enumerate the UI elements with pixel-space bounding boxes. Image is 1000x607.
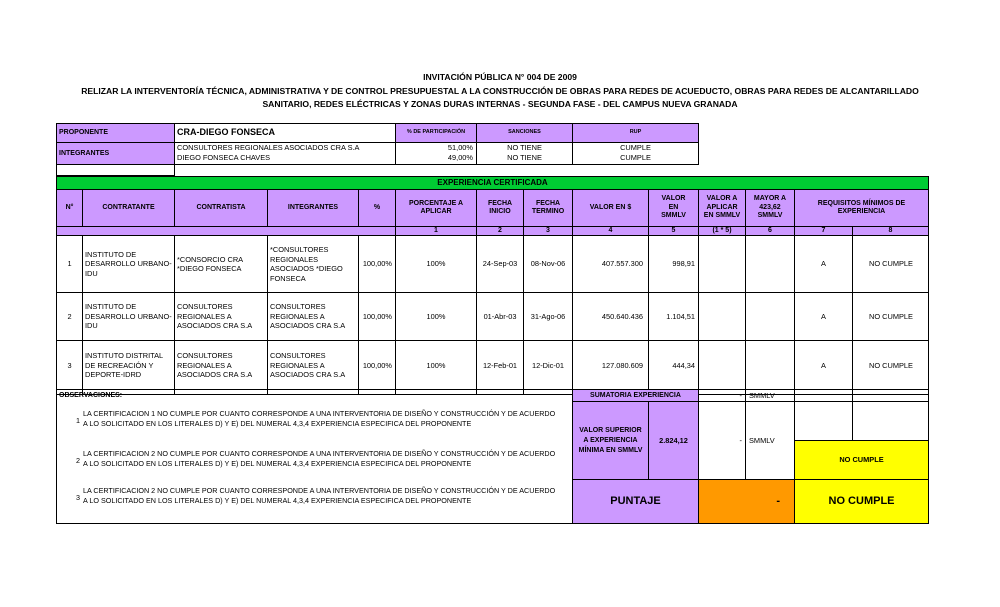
observation-number: 2 xyxy=(76,456,80,465)
row-pct: 100,00% xyxy=(362,259,392,269)
col-header-porcentaje: PORCENTAJE A APLICAR xyxy=(395,189,477,227)
observation-text: LA CERTIFICACION 1 NO CUMPLE POR CUANTO CORRESPONDE A UNA INTERVENTORIA DE DISEÑO Y CONSTRUCCIÓN Y DE ACUERDO A LO SOLICITADO EN LOS LITERALES D) Y E) DEL NUMERAL 4,3,4 EXPERIENCIA ESPECIFICA DEL PROPONENTE xyxy=(83,409,556,428)
row-number: 3 xyxy=(67,360,72,370)
observation-text: LA CERTIFICACION 2 NO CUMPLE POR CUANTO CORRESPONDE A UNA INTERVENTORIA DE DISEÑO Y CONSTRUCCIÓN Y DE ACUERDO A LO SOLICITADO EN LOS LITERALES D) Y E) DEL NUMERAL 4,3,4 EXPERIENCIA ESPECIFICA DEL PROPONENTE xyxy=(83,449,556,468)
col-number: (1 * 5) xyxy=(712,226,732,234)
row-smmlv: 998,91 xyxy=(672,259,695,269)
col-number: 1 xyxy=(434,226,438,234)
row-inicio: 24-Sep-03 xyxy=(482,259,518,269)
row-number: 1 xyxy=(67,259,72,269)
row-contratante: INSTITUTO DE DESARROLLO URBANO-IDU xyxy=(85,249,172,278)
member-rup: CUMPLE xyxy=(620,143,651,153)
row-req8: NO CUMPLE xyxy=(869,259,913,269)
superior-value: 2.824,12 xyxy=(648,401,699,480)
row-pct: 100,00% xyxy=(362,360,392,370)
proponente-label: PROPONENTE xyxy=(56,123,175,143)
final-result: NO CUMPLE xyxy=(794,479,929,524)
proponente-name[interactable]: CRA-DIEGO FONSECA xyxy=(174,123,396,143)
superior-dash: - xyxy=(739,435,742,445)
row-contratante: INSTITUTO DE DESARROLLO URBANO-IDU xyxy=(85,302,172,331)
col-number: 7 xyxy=(821,226,826,234)
member-rup: CUMPLE xyxy=(620,153,651,163)
col-header-n: N° xyxy=(56,189,83,227)
col-header-termino: FECHA TERMINO xyxy=(523,189,573,227)
row-valor: 450.640.436 xyxy=(601,311,643,321)
row-integrantes: *CONSULTORES REGIONALES ASOCIADOS *DIEGO FONSECA xyxy=(270,245,343,283)
row-contratante: INSTITUTO DISTRITAL DE RECREACIÓN Y DEPORTE-IDRD xyxy=(85,351,163,380)
member-sanciones: NO TIENE xyxy=(507,143,542,153)
col-header-integrantes: INTEGRANTES xyxy=(267,189,359,227)
row-integrantes: CONSULTORES REGIONALES A ASOCIADOS CRA S.A xyxy=(270,302,346,331)
col-header-requisitos: REQUISITOS MÍNIMOS DE EXPERIENCIA xyxy=(794,189,929,227)
observation-number: 3 xyxy=(76,493,80,502)
row-req8: NO CUMPLE xyxy=(869,360,913,370)
document-title: INVITACIÓN PÚBLICA N° 004 DE 2009 xyxy=(423,72,577,82)
observation-text: LA CERTIFICACION 2 NO CUMPLE POR CUANTO CORRESPONDE A UNA INTERVENTORIA DE DISEÑO Y CONSTRUCCIÓN Y DE ACUERDO A LO SOLICITADO EN LOS LITERALES D) Y E) DEL NUMERAL 4,3,4 EXPERIENCIA ESPECIFICA DEL PROPONENTE xyxy=(83,486,556,505)
row-porcentaje: 100% xyxy=(426,311,446,321)
document-subtitle-line2: SANITARIO, REDES ELÉCTRICAS Y ZONAS DURAS INTERNAS - SEGUNDA FASE - DEL CAMPUS NUEVA GRANADA xyxy=(262,99,738,109)
member-pct: 49,00% xyxy=(447,153,473,163)
member-name: DIEGO FONSECA CHAVES xyxy=(177,153,271,163)
col-number: 5 xyxy=(671,226,676,234)
experiencia-section-title: EXPERIENCIA CERTIFICADA xyxy=(56,176,929,190)
sumatoria-label: SUMATORIA EXPERIENCIA xyxy=(572,389,699,402)
summary-empty-cell xyxy=(852,401,929,441)
row-pct: 100,00% xyxy=(362,311,392,321)
col-header-valor: VALOR EN $ xyxy=(572,189,649,227)
row-smmlv: 444,34 xyxy=(672,360,695,370)
member-pct: 51,00% xyxy=(447,143,473,153)
col-number: 8 xyxy=(888,226,893,234)
puntaje-label: PUNTAJE xyxy=(572,479,699,524)
row-number: 2 xyxy=(67,311,72,321)
superior-label: VALOR SUPERIOR A EXPERIENCIA MÍNIMA EN SMMLV xyxy=(572,401,649,480)
col-number: 2 xyxy=(498,226,502,234)
row-req8: NO CUMPLE xyxy=(869,311,913,321)
row-porcentaje: 100% xyxy=(426,360,446,370)
result-no-cumple: NO CUMPLE xyxy=(794,440,929,480)
summary-empty-cell xyxy=(794,401,853,441)
row-termino: 08-Nov-06 xyxy=(530,259,566,269)
col-header-mayor: MAYOR A 423,62 SMMLV xyxy=(745,189,795,227)
col-header-inicio: FECHA INICIO xyxy=(476,189,524,227)
document-subtitle-line1: RELIZAR LA INTERVENTORÍA TÉCNICA, ADMINISTRATIVA Y DE CONTROL PRESUPUESTAL A LA CONSTRUCCIÓN DE OBRAS PARA REDES DE ACUEDUCTO, OBRAS PARA REDES DE ALCANTARILLADO xyxy=(81,86,919,96)
row-termino: 12-Dic-01 xyxy=(531,360,565,370)
superior-unit: SMMLV xyxy=(749,435,775,445)
rup-header: RUP xyxy=(572,123,699,143)
col-header-pct: % xyxy=(358,189,396,227)
row-inicio: 01-Abr-03 xyxy=(483,311,517,321)
row-valor: 407.557.300 xyxy=(601,259,643,269)
row-porcentaje: 100% xyxy=(426,259,446,269)
member-sanciones: NO TIENE xyxy=(507,153,542,163)
row-inicio: 12-Feb-01 xyxy=(482,360,518,370)
sanciones-header: SANCIONES xyxy=(476,123,573,143)
col-header-aplicar: VALOR A APLICAR EN SMMLV xyxy=(698,189,746,227)
sumatoria-value: - xyxy=(739,390,742,400)
spacer-cell xyxy=(56,164,175,176)
col-header-contratante: CONTRATANTE xyxy=(82,189,175,227)
row-integrantes: CONSULTORES REGIONALES A ASOCIADOS CRA S.A xyxy=(270,351,346,380)
participacion-header: % DE PARTICIPACIÓN xyxy=(395,123,477,143)
row-termino: 31-Ago-06 xyxy=(530,311,566,321)
col-number: 3 xyxy=(546,226,550,234)
observations-label: OBSERVACIONES: xyxy=(59,391,123,399)
row-contratista: CONSULTORES REGIONALES A ASOCIADOS CRA S.A xyxy=(177,302,253,331)
row-contratista: CONSULTORES REGIONALES A ASOCIADOS CRA S.A xyxy=(177,351,253,380)
col-number: 6 xyxy=(768,226,772,234)
member-name: CONSULTORES REGIONALES ASOCIADOS CRA S.A xyxy=(177,143,360,153)
row-req7: A xyxy=(821,259,826,269)
col-header-smmlv: VALOR EN SMMLV xyxy=(648,189,699,227)
row-contratista: *CONSORCIO CRA *DIEGO FONSECA xyxy=(177,254,243,273)
col-header-contratista: CONTRATISTA xyxy=(174,189,268,227)
observation-number: 1 xyxy=(76,416,80,425)
row-valor: 127.080.609 xyxy=(601,360,643,370)
row-smmlv: 1.104,51 xyxy=(666,311,695,321)
col-number: 4 xyxy=(608,226,613,234)
puntaje-value: - xyxy=(698,479,795,524)
row-req7: A xyxy=(821,360,826,370)
integrantes-label: INTEGRANTES xyxy=(56,142,175,165)
row-req7: A xyxy=(821,311,826,321)
sumatoria-unit: SMMLV xyxy=(749,390,775,400)
